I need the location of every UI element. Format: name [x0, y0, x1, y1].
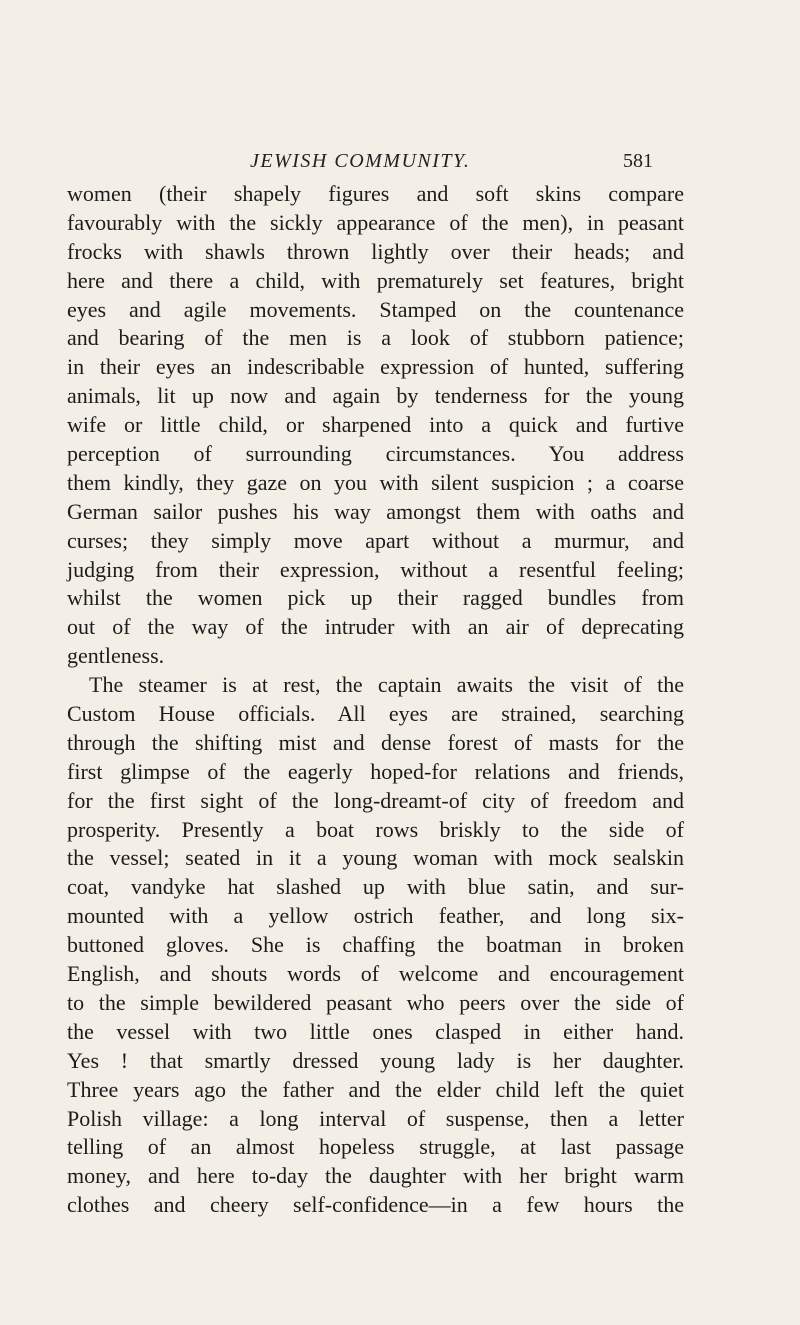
page-number: 581 — [623, 150, 653, 172]
text-line: Custom House officials. All eyes are strained, searching — [67, 701, 684, 727]
text-line: telling of an almost hopeless struggle, at last passage — [67, 1134, 684, 1160]
text-line: in their eyes an indescribable expression of hunted, suffering — [67, 354, 684, 380]
text-line: eyes and agile movements. Stamped on the countenance — [67, 296, 684, 322]
text-line: German sailor pushes his way amongst them with oaths and — [67, 498, 684, 524]
text-line: here and there a child, with prematurely set features, bright — [67, 267, 684, 293]
text-line: whilst the women pick up their ragged bundles from — [67, 585, 684, 611]
text-line: Yes ! that smartly dressed young lady is her daughter. — [67, 1047, 684, 1073]
text-line: mounted with a yellow ostrich feather, and long six- — [67, 903, 684, 929]
text-line: out of the way of the intruder with an air of deprecating — [67, 614, 684, 640]
text-line: curses; they simply move apart without a murmur, and — [67, 527, 684, 553]
text-line: Three years ago the father and the elder child left the quiet — [67, 1076, 684, 1102]
text-line: the vessel with two little ones clasped in either hand. — [67, 1018, 684, 1044]
text-line: animals, lit up now and again by tenderness for the young — [67, 383, 684, 409]
text-line: coat, vandyke hat slashed up with blue satin, and sur- — [67, 874, 684, 900]
text-line: for the first sight of the long-dreamt-of city of freedom and — [67, 787, 684, 813]
running-title: JEWISH COMMUNITY. — [250, 150, 471, 172]
text-line: the vessel; seated in it a young woman with mock sealskin — [67, 845, 684, 871]
text-line: first glimpse of the eagerly hoped-for relations and friends, — [67, 758, 684, 784]
text-line: prosperity. Presently a boat rows briskly to the side of — [67, 816, 684, 842]
text-line: Polish village: a long interval of suspense, then a letter — [67, 1105, 684, 1131]
text-line: through the shifting mist and dense forest of masts for the — [67, 729, 684, 755]
paragraph-2 — [67, 671, 684, 1220]
text-line: frocks with shawls thrown lightly over their heads; and — [67, 238, 684, 264]
text-line: favourably with the sickly appearance of the men), in peasant — [67, 209, 684, 235]
text-line: The steamer is at rest, the captain awaits the visit of the — [89, 672, 684, 698]
paragraph-1 — [67, 180, 684, 671]
text-line: to the simple bewildered peasant who peers over the side of — [67, 989, 684, 1015]
text-line: women (their shapely figures and soft skins compare — [67, 181, 684, 206]
text-line: money, and here to-day the daughter with her bright warm — [67, 1163, 684, 1189]
text-line: wife or little child, or sharpened into a quick and furtive — [67, 412, 684, 438]
text-line: judging from their expression, without a resentful feeling; — [67, 556, 684, 582]
text-line: them kindly, they gaze on you with silent suspicion ; a coarse — [67, 469, 684, 495]
text-line: clothes and cheery self-confidence—in a few hours the — [67, 1192, 684, 1218]
text-line: buttoned gloves. She is chaffing the boatman in broken — [67, 932, 684, 958]
text-line: perception of surrounding circumstances. You address — [67, 441, 684, 467]
body-text — [67, 180, 684, 1220]
text-line: and bearing of the men is a look of stubborn patience; — [67, 325, 684, 351]
text-line: gentleness. — [67, 643, 165, 669]
text-line: English, and shouts words of welcome and encouragement — [67, 961, 684, 987]
